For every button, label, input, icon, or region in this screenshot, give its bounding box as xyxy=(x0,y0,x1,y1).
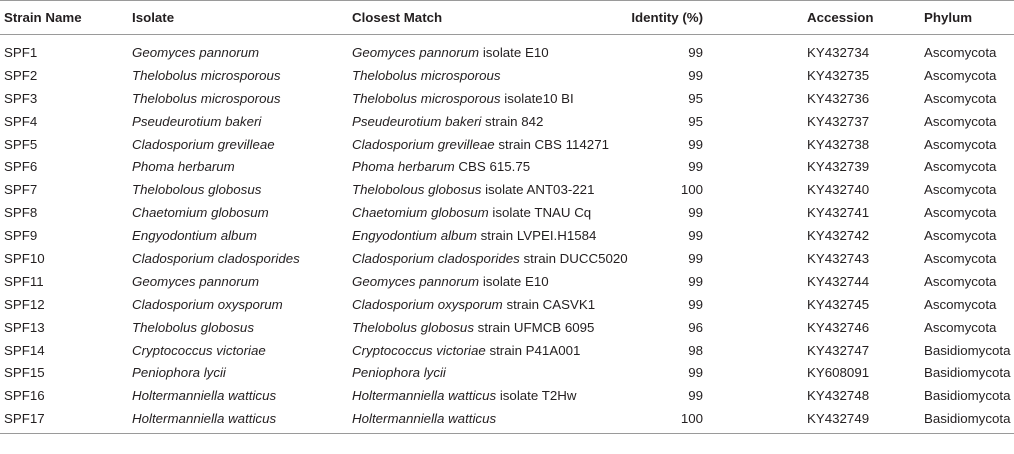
table-row xyxy=(0,133,1014,156)
cell-identity: 99 xyxy=(688,44,703,60)
cell-isolate: Thelobolus microsporous xyxy=(132,67,281,83)
cell-isolate: Cryptococcus victoriae xyxy=(132,342,266,358)
match-species: Holtermanniella watticus xyxy=(352,411,497,427)
match-detail: isolate ANT03-221 xyxy=(481,182,595,198)
cell-strain-name: SPF2 xyxy=(4,67,38,83)
cell-strain-name: SPF7 xyxy=(4,182,38,198)
cell-accession: KY432738 xyxy=(807,136,870,152)
cell-isolate: Phoma herbarum xyxy=(132,159,235,175)
match-species: Thelobolus globosus xyxy=(352,319,474,335)
table-row xyxy=(0,361,1014,384)
cell-accession: KY432734 xyxy=(807,44,870,60)
cell-strain-name: SPF11 xyxy=(4,273,44,289)
cell-identity: 99 xyxy=(688,365,703,381)
cell-closest-match xyxy=(352,87,602,110)
cell-isolate: Pseudeurotium bakeri xyxy=(132,113,262,129)
table-row xyxy=(0,224,1014,247)
cell-phylum: Basidiomycota xyxy=(924,388,1011,404)
cell-accession: KY432743 xyxy=(807,250,870,266)
cell-accession: KY432736 xyxy=(807,90,870,106)
cell-identity: 99 xyxy=(688,228,703,244)
cell-accession: KY432742 xyxy=(807,228,870,244)
match-detail: isolate E10 xyxy=(479,273,549,289)
cell-identity: 100 xyxy=(602,407,705,433)
cell-strain-name: SPF6 xyxy=(4,159,38,175)
cell-isolate: Holtermanniella watticus xyxy=(132,407,352,433)
cell-accession: KY432739 xyxy=(807,159,870,175)
table-row xyxy=(0,247,1014,270)
cell-closest-match xyxy=(352,155,602,178)
match-detail: CBS 615.75 xyxy=(454,159,531,175)
cell-phylum: Ascomycota xyxy=(924,273,997,289)
cell-phylum: Ascomycota xyxy=(924,319,997,335)
cell-strain-name: SPF4 xyxy=(4,113,38,129)
cell-strain-name: SPF14 xyxy=(4,342,45,358)
cell-phylum: Ascomycota xyxy=(924,296,997,312)
table-row xyxy=(0,384,1014,407)
cell-closest-match xyxy=(352,361,602,384)
match-species: Thelobolous globosus xyxy=(352,182,482,198)
cell-strain-name: SPF12 xyxy=(4,296,45,312)
cell-closest-match xyxy=(352,270,602,293)
cell-identity: 98 xyxy=(688,342,703,358)
cell-strain-name: SPF16 xyxy=(4,388,45,404)
cell-strain-name: SPF13 xyxy=(4,319,45,335)
match-detail: strain CBS 114271 xyxy=(494,136,609,152)
cell-isolate: Peniophora lycii xyxy=(132,365,226,381)
cell-isolate: Chaetomium globosum xyxy=(132,205,269,221)
match-species: Engyodontium album xyxy=(352,228,477,244)
header-accession: Accession xyxy=(705,1,825,35)
cell-identity: 99 xyxy=(688,388,703,404)
table-row xyxy=(0,155,1014,178)
match-species: Phoma herbarum xyxy=(352,159,455,175)
cell-closest-match xyxy=(352,110,602,133)
header-strain-name: Strain Name xyxy=(0,1,132,35)
cell-phylum: Ascomycota xyxy=(924,228,997,244)
cell-closest-match xyxy=(352,224,602,247)
cell-accession: KY432748 xyxy=(807,388,870,404)
table-row xyxy=(0,270,1014,293)
cell-closest-match xyxy=(352,316,602,339)
match-species: Pseudeurotium bakeri xyxy=(352,113,482,129)
cell-closest-match xyxy=(352,35,602,64)
cell-strain-name: SPF10 xyxy=(4,250,45,266)
cell-identity: 99 xyxy=(688,67,703,83)
cell-isolate: Cladosporium grevilleae xyxy=(132,136,275,152)
table-header xyxy=(0,1,1014,35)
cell-phylum: Basidiomycota xyxy=(924,365,1011,381)
table-row xyxy=(0,87,1014,110)
cell-closest-match xyxy=(352,407,602,433)
cell-strain-name: SPF1 xyxy=(4,44,38,60)
cell-phylum: Ascomycota xyxy=(924,182,997,198)
cell-strain-name: SPF8 xyxy=(4,205,38,221)
table-row xyxy=(0,293,1014,316)
match-species: Thelobolus microsporous xyxy=(352,90,501,106)
cell-accession: KY432740 xyxy=(807,182,870,198)
match-species: Cladosporium cladosporides xyxy=(352,250,520,266)
match-detail: isolate10 BI xyxy=(500,90,574,106)
cell-isolate: Thelobolus globosus xyxy=(132,319,254,335)
cell-identity: 96 xyxy=(688,319,703,335)
table-row xyxy=(0,201,1014,224)
cell-closest-match xyxy=(352,178,602,201)
cell-isolate: Geomyces pannorum xyxy=(132,273,260,289)
cell-strain-name: SPF17 xyxy=(0,407,132,433)
header-isolate: Isolate xyxy=(132,1,352,35)
table-row xyxy=(0,110,1014,133)
cell-identity: 99 xyxy=(688,273,703,289)
table-row xyxy=(0,64,1014,87)
cell-identity: 99 xyxy=(688,296,703,312)
match-species: Cryptococcus victoriae xyxy=(352,342,486,358)
table-row xyxy=(0,339,1014,362)
cell-isolate: Thelobolous globosus xyxy=(132,182,262,198)
match-species: Chaetomium globosum xyxy=(352,205,489,221)
cell-accession: KY608091 xyxy=(807,365,870,381)
match-detail: strain CASVK1 xyxy=(502,296,596,312)
cell-phylum: Basidiomycota xyxy=(825,407,1014,433)
cell-strain-name: SPF5 xyxy=(4,136,38,152)
cell-identity: 99 xyxy=(688,136,703,152)
cell-phylum: Ascomycota xyxy=(924,44,997,60)
cell-closest-match xyxy=(352,64,602,87)
cell-phylum: Ascomycota xyxy=(924,136,997,152)
match-species: Geomyces pannorum xyxy=(352,273,480,289)
match-detail: isolate E10 xyxy=(479,44,549,60)
cell-phylum: Basidiomycota xyxy=(924,342,1011,358)
cell-closest-match xyxy=(352,339,602,362)
match-detail: strain LVPEI.H1584 xyxy=(476,228,597,244)
table-row xyxy=(0,178,1014,201)
match-species: Cladosporium oxysporum xyxy=(352,296,503,312)
match-detail: isolate T2Hw xyxy=(496,388,577,404)
cell-identity: 95 xyxy=(688,113,703,129)
match-species: Thelobolus microsporous xyxy=(352,67,501,83)
cell-isolate: Cladosporium cladosporides xyxy=(132,250,300,266)
table-row xyxy=(0,35,1014,64)
cell-strain-name: SPF9 xyxy=(4,228,38,244)
cell-accession: KY432741 xyxy=(807,205,870,221)
match-species: Geomyces pannorum xyxy=(352,44,480,60)
cell-accession: KY432744 xyxy=(807,273,870,289)
header-closest-match: Closest Match xyxy=(352,1,602,35)
cell-isolate: Geomyces pannorum xyxy=(132,44,260,60)
match-species: Peniophora lycii xyxy=(352,365,446,381)
cell-identity: 99 xyxy=(688,205,703,221)
table-row xyxy=(0,316,1014,339)
match-species: Holtermanniella watticus xyxy=(352,388,497,404)
match-detail: strain DUCC5020 xyxy=(519,250,628,266)
header-identity: Identity (%) xyxy=(602,1,705,35)
cell-accession: KY432737 xyxy=(807,113,870,129)
cell-phylum: Ascomycota xyxy=(924,113,997,129)
cell-accession: KY432749 xyxy=(705,407,825,433)
cell-isolate: Holtermanniella watticus xyxy=(132,388,277,404)
cell-identity: 99 xyxy=(688,159,703,175)
cell-accession: KY432746 xyxy=(807,319,870,335)
cell-strain-name: SPF15 xyxy=(4,365,45,381)
table-row xyxy=(0,407,1014,433)
cell-phylum: Ascomycota xyxy=(924,250,997,266)
cell-closest-match xyxy=(352,293,602,316)
cell-isolate: Cladosporium oxysporum xyxy=(132,296,283,312)
cell-phylum: Ascomycota xyxy=(924,159,997,175)
cell-accession: KY432747 xyxy=(807,342,870,358)
cell-accession: KY432735 xyxy=(807,67,870,83)
cell-phylum: Ascomycota xyxy=(924,67,997,83)
cell-closest-match xyxy=(352,247,628,270)
match-detail: strain 842 xyxy=(481,113,544,129)
match-species: Cladosporium grevilleae xyxy=(352,136,495,152)
match-detail: strain UFMCB 6095 xyxy=(473,319,595,335)
cell-closest-match xyxy=(352,133,609,156)
table-body xyxy=(0,35,1014,434)
cell-closest-match xyxy=(352,384,602,407)
header-phylum: Phylum xyxy=(825,1,1014,35)
header-row xyxy=(0,1,1014,35)
cell-phylum: Ascomycota xyxy=(924,205,997,221)
cell-identity: 95 xyxy=(688,90,703,106)
cell-isolate: Engyodontium album xyxy=(132,228,257,244)
cell-strain-name: SPF3 xyxy=(4,90,38,106)
cell-closest-match xyxy=(352,201,602,224)
cell-identity: 99 xyxy=(688,250,703,266)
cell-phylum: Ascomycota xyxy=(924,90,997,106)
match-detail: strain P41A001 xyxy=(485,342,581,358)
cell-accession: KY432745 xyxy=(807,296,870,312)
cell-identity: 100 xyxy=(680,182,703,198)
match-detail: isolate TNAU Cq xyxy=(488,205,592,221)
cell-isolate: Thelobolus microsporous xyxy=(132,90,281,106)
